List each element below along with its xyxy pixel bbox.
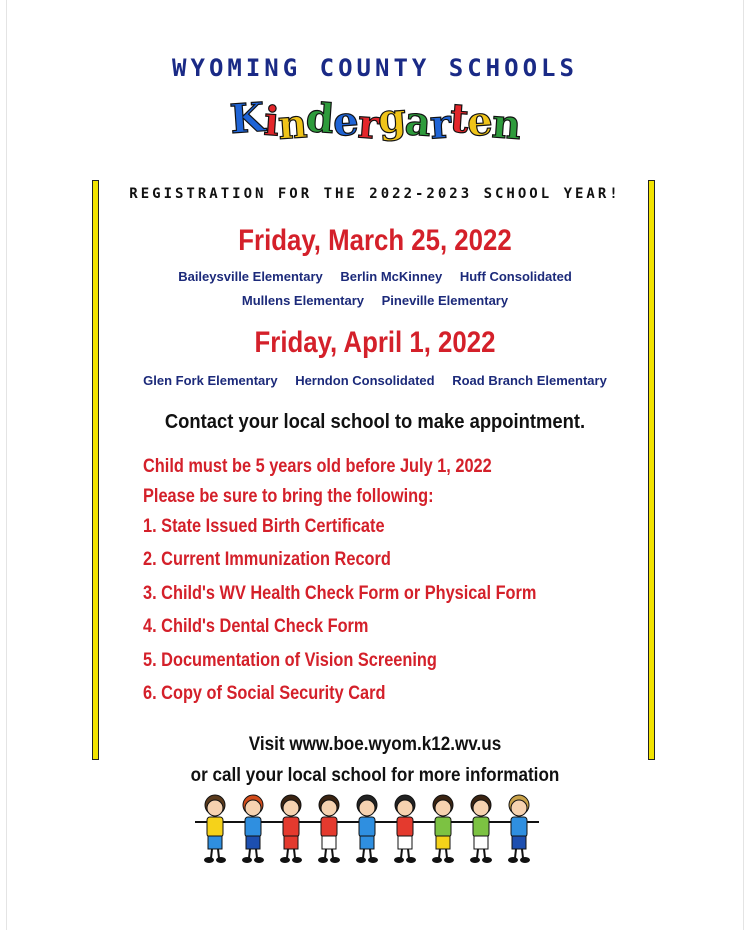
session-date-2: Friday, April 1, 2022 — [254, 326, 496, 359]
district-title: WYOMING COUNTY SCHOOLS — [172, 54, 578, 82]
logo-letter: r — [428, 100, 452, 149]
child-figure — [385, 795, 425, 863]
registration-heading: REGISTRATION FOR THE 2022-2023 SCHOOL YEAR! — [129, 186, 621, 202]
website-line: Visit www.boe.wyom.k12.wv.us — [248, 734, 502, 755]
logo-letter: i — [262, 97, 280, 146]
children-clipart — [195, 792, 540, 864]
requirement-item-5: 5. Documentation of Vision Screening — [143, 650, 437, 671]
requirement-item-6: 6. Copy of Social Security Card — [143, 683, 386, 704]
school-name: Huff Consolidated — [459, 269, 572, 284]
requirement-item-3: 3. Child's WV Health Check Form or Physical Form — [143, 583, 537, 604]
logo-letter: t — [448, 94, 469, 143]
school-name: Herndon Consolidated — [295, 373, 435, 388]
kindergarten-logo — [0, 93, 750, 149]
requirement-item-1: 1. State Issued Birth Certificate — [143, 516, 385, 537]
requirement-item-2: 2. Current Immunization Record — [143, 549, 391, 570]
logo-letter: n — [490, 100, 522, 149]
frame-bar-left — [92, 180, 99, 760]
frame-bar-right — [648, 180, 655, 760]
logo-letter: e — [465, 97, 494, 146]
school-name: Berlin McKinney — [340, 269, 443, 284]
child-figure — [499, 795, 539, 863]
logo-letter: n — [276, 100, 308, 149]
school-name: Baileysville Elementary — [178, 269, 323, 284]
child-figure — [195, 795, 235, 863]
logo-letter: a — [403, 97, 432, 146]
child-figure — [347, 795, 387, 863]
child-figure — [309, 795, 349, 863]
requirement-item-4: 4. Child's Dental Check Form — [143, 616, 369, 637]
logo-letter: d — [304, 94, 335, 143]
call-school-line: or call your local school for more information — [190, 765, 560, 786]
logo-letter: e — [331, 97, 360, 146]
school-name: Glen Fork Elementary — [143, 373, 278, 388]
logo-letter: r — [356, 100, 380, 149]
child-figure — [271, 795, 311, 863]
school-name: Pineville Elementary — [381, 293, 509, 308]
school-name: Mullens Elementary — [241, 293, 365, 308]
session-date-1: Friday, March 25, 2022 — [238, 224, 512, 257]
bring-intro: Please be sure to bring the following: — [143, 486, 434, 507]
child-figure — [423, 795, 463, 863]
session-1-schools-line-1 — [100, 269, 650, 284]
child-figure — [233, 795, 273, 863]
logo-letter: g — [376, 94, 407, 143]
logo-letter: K — [228, 93, 266, 144]
age-requirement: Child must be 5 years old before July 1, 2022 — [143, 456, 492, 477]
child-figure — [461, 795, 501, 863]
session-2-schools-line-1 — [100, 373, 650, 388]
school-name: Road Branch Elementary — [452, 373, 607, 388]
session-1-schools-line-2 — [100, 293, 650, 308]
contact-instruction: Contact your local school to make appointment. — [164, 411, 586, 433]
